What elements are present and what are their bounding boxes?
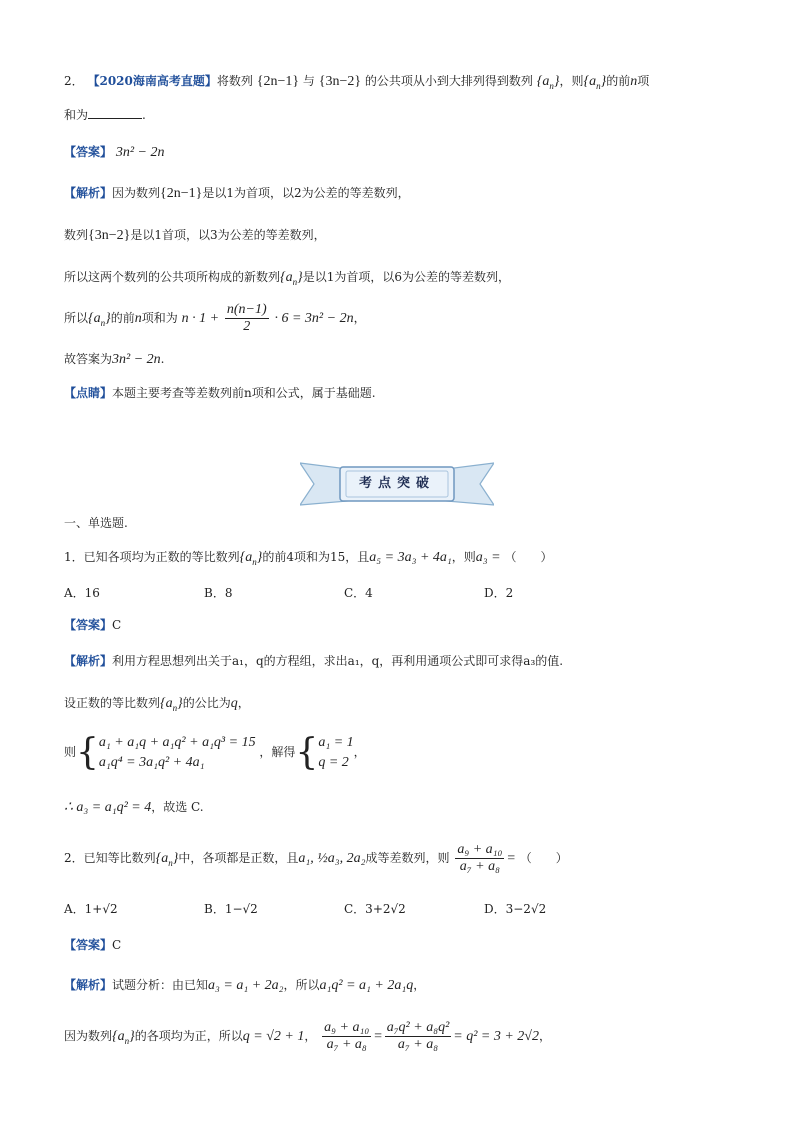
sequence-an: $\{a_n\}$ [536,74,560,91]
section-banner [300,461,494,507]
fraction: $\frac{n(n-1)}{2}$ [226,302,267,334]
banner-title: 考点突破 [358,476,435,491]
fraction: $\frac{\text{a₇q² + a₈q²}}{\text{a₇ + a₈}}$ [386,1020,450,1052]
equation-system: a₁ + a₁q + a₁q² + a₁q³ = 15 a₁q⁴ = 3a₁q² + 4a₁ [98,734,256,770]
q2-answer: C [112,938,122,952]
left-brace: { [295,731,319,773]
note-line: 【点睛】本题主要考查等差数列前n项和公式，属于基础题. [64,386,376,400]
q2-option-c[interactable]: C．3+2√2 [344,902,406,916]
q2-answer-line: 【答案】C [64,938,122,952]
q1-solution-line-1: 【解析】利用方程思想列出关于a₁，q的方程组，求出a₁，q，再利用通项公式即可求得a₃的值. [64,654,564,668]
sequence-an: $\{a_n\}$ [583,74,607,91]
question-number: 2． [64,74,84,88]
q1-answer-line: 【答案】C [64,618,122,632]
question-2-line: 2．已知等比数列$\{a_n\}$中，各项都是正数，且a₁, ½a₃, 2a₂成等差数列，则 $\frac{\text{a₉ + a₁₀}}{\text{a₇ + a₈}}$ = （ ） [64,842,568,874]
solution-line-2: 数列{3n−2}是以1首项，以3为公差的等差数列， [64,228,326,243]
problem-2-question-line1: 2． 【2020海南高考直题】将数列 {2n−1} 与 {3n−2} 的公共项从小到大排列得到数列 $\{a_n\}$，则$\{a_n\}$的前n项 [64,74,650,91]
q1-answer: C [112,618,122,632]
source-tag: 【2020海南高考直题】 [87,74,217,88]
q1-conclusion-line: ∴ a₃ = a₁q² = 4，故选 C. [64,800,204,815]
q1-equation-system-line: 则{ a₁ + a₁q + a₁q² + a₁q³ = 15 a₁q⁴ = 3a₁q² + 4a₁ ，解得{ a₁ = 1 q = 2 ， [64,731,366,773]
solution-line-4: 所以$\{a_n\}$的前n项和为 n · 1 + $\frac{n(n-1)}{2}$ · 6 = 3n² − 2n， [64,302,366,334]
problem-2-question-line2: 和为 . [64,108,146,122]
ratio-fraction: $\frac{\text{a₉ + a₁₀}}{\text{a₇ + a₈}}$ [457,842,503,874]
question-1-line: 1．已知各项均为正数的等比数列$\{a_n\}$的前4项和为15，且a₅ = 3a₃ + 4a₁，则a₃ = （ ） [64,550,553,567]
answer-tag: 【答案】 [64,145,113,159]
q1-solution-line-2: 设正数的等比数列$\{a_n\}$的公比为q， [64,696,250,713]
q1-option-b[interactable]: B．8 [204,586,233,600]
q2-option-d[interactable]: D．3−2√2 [484,902,547,916]
q2-solution-line-2: 因为数列$\{a_n\}$的各项均为正，所以q = √2 + 1， $\frac{\text{a₉ + a₁₀}}{\text{a₇ + a₈}}$ = $\frac{\text{a₇q² + a₈q²}}{\text{a₇ + a₈}}$ = q² = 3 + 2√2， [64,1020,552,1052]
sequence-2n-1: {2n−1} [256,74,300,89]
fraction: $\frac{\text{a₉ + a₁₀}}{\text{a₇ + a₈}}$ [324,1020,370,1052]
left-brace: { [76,731,99,773]
solution-line-3: 所以这两个数列的公共项所构成的新数列$\{a_n\}$是以1为首项，以6为公差的等差数列， [64,270,511,287]
q1-option-c[interactable]: C．4 [344,586,373,600]
sequence-3n-2: {3n−2} [318,74,362,89]
answer-line [64,141,165,164]
note-tag: 【点睛】 [64,386,113,400]
q1-option-d[interactable]: D．2 [484,586,514,600]
answer-value: 3n² − 2n [115,145,165,160]
solution-system: a₁ = 1 q = 2 [318,734,354,770]
solution-line-5: 故答案为3n² − 2n. [64,352,165,367]
q1-option-a[interactable]: A．16 [64,586,100,600]
answer-blank [88,106,142,119]
solution-line-1: 【解析】因为数列{2n−1}是以1为首项，以2为公差的等差数列， [64,186,410,201]
solution-tag: 【解析】 [64,186,113,200]
q2-solution-line-1: 【解析】试题分析：由已知a₃ = a₁ + 2a₂，所以a₁q² = a₁ + 2a₁q， [64,978,426,993]
q2-option-b[interactable]: B．1−√2 [204,902,258,916]
q2-option-a[interactable]: A．1+√2 [64,902,118,916]
section-title: 一、单选题. [64,516,128,530]
